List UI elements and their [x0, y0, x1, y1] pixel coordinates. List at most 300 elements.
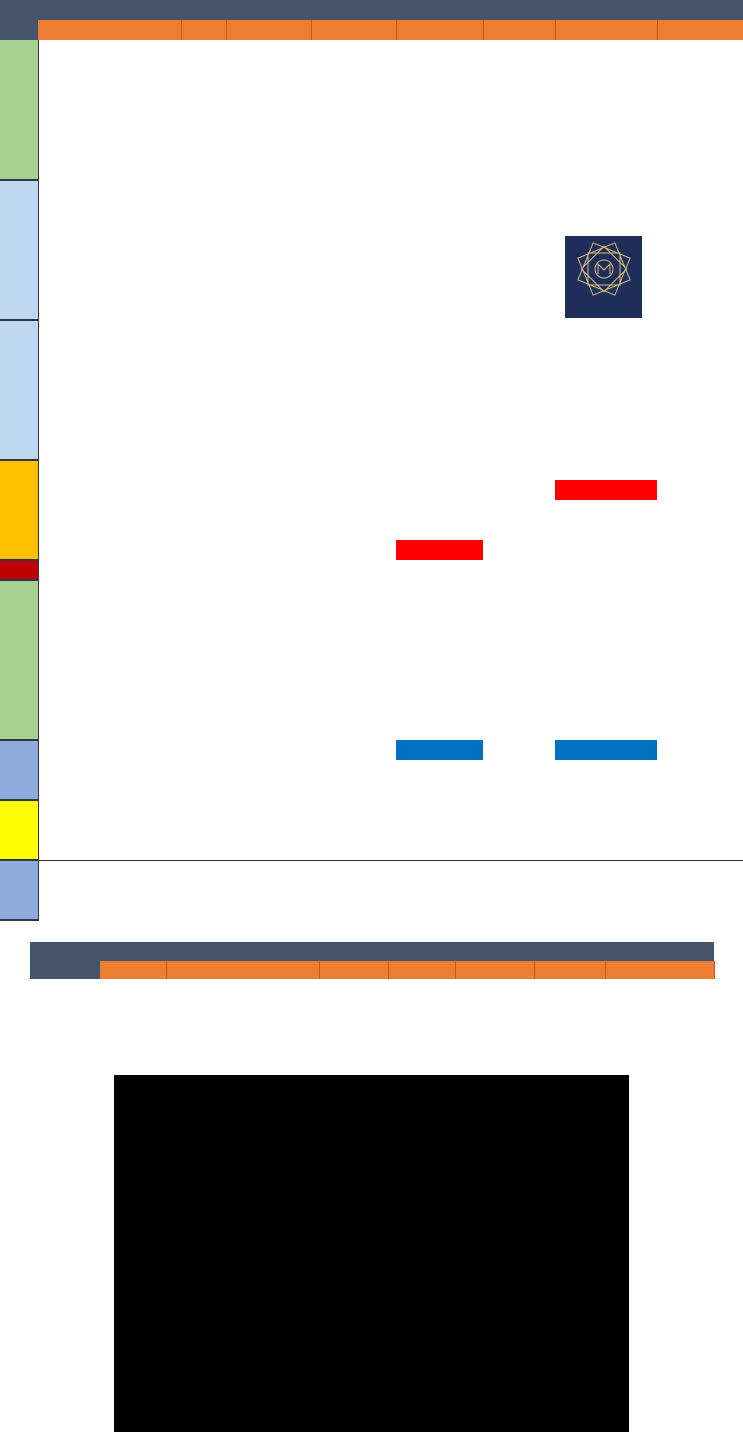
- futures-row: [0, 640, 743, 660]
- futures-row: [0, 780, 743, 800]
- ytd-pct: [483, 380, 555, 400]
- contract-name: [38, 60, 181, 80]
- ytd-gl: [555, 700, 657, 720]
- contract-name: [38, 800, 181, 820]
- futures-row: [0, 400, 743, 420]
- futures-row: [0, 320, 743, 340]
- symbol: [181, 40, 226, 60]
- last-price: [226, 800, 311, 820]
- ytd-pct: [483, 40, 555, 60]
- ye-2021: [657, 480, 743, 500]
- contract-name: [38, 620, 181, 640]
- last-price: [226, 400, 311, 420]
- contract-name: [38, 720, 181, 740]
- col-ye2021: [657, 20, 743, 40]
- contract-name: [38, 40, 181, 60]
- net-change: [311, 40, 396, 60]
- net-change: [311, 60, 396, 80]
- net-change: [311, 720, 396, 740]
- ytd-gl: [555, 360, 657, 380]
- date-value: [311, 0, 483, 20]
- contract-name: [38, 160, 181, 180]
- last-price: [226, 120, 311, 140]
- symbol: [181, 140, 226, 160]
- daily-mv: [396, 120, 483, 140]
- daily-mv: [396, 180, 483, 200]
- futures-row: [0, 40, 743, 60]
- last-price: [226, 680, 311, 700]
- daily-mv: [396, 280, 483, 300]
- contract-name: [38, 420, 181, 440]
- daily-mv: [396, 380, 483, 400]
- net-change: [311, 840, 396, 860]
- last-price: [226, 560, 311, 580]
- last-price: [226, 660, 311, 680]
- net-change: [311, 160, 396, 180]
- contract-name: [38, 900, 181, 920]
- symbol: [181, 480, 226, 500]
- ye-2021: [657, 680, 743, 700]
- symbol: [181, 520, 226, 540]
- daily-mv: [396, 140, 483, 160]
- last-price: [226, 740, 311, 760]
- last-price: [226, 280, 311, 300]
- contract-name: [38, 540, 181, 560]
- last-price: [226, 900, 311, 920]
- ye-2021: [657, 580, 743, 600]
- ye-2021: [657, 860, 743, 880]
- ytd-pct: [483, 180, 555, 200]
- symbol: [181, 680, 226, 700]
- ye-2021: [657, 220, 743, 240]
- ytd-gl: [555, 120, 657, 140]
- last-price: [226, 880, 311, 900]
- col-ytd: [483, 20, 555, 40]
- futures-row: [0, 420, 743, 440]
- ye-2021: [657, 80, 743, 100]
- ye-2021: [657, 660, 743, 680]
- ytd-gl: [555, 160, 657, 180]
- ytd-gl: [555, 540, 657, 560]
- ye-2021: [657, 700, 743, 720]
- ccol-exch: [100, 961, 166, 979]
- ytd-pct: [483, 120, 555, 140]
- daily-mv: [396, 240, 483, 260]
- crypto-date: [534, 942, 714, 961]
- net-change: [311, 900, 396, 920]
- symbol: [181, 100, 226, 120]
- ye-2021: [657, 180, 743, 200]
- daily-mv: [396, 320, 483, 340]
- symbol: [181, 540, 226, 560]
- symbol: [181, 400, 226, 420]
- last-price: [226, 360, 311, 380]
- futures-row: [0, 720, 743, 740]
- ye-2021: [657, 880, 743, 900]
- contract-name: [38, 280, 181, 300]
- futures-row: [0, 480, 743, 500]
- ytd-pct: [483, 200, 555, 220]
- ytd-gl: [555, 760, 657, 780]
- net-change: [311, 200, 396, 220]
- ye-2021: [657, 780, 743, 800]
- daily-mv: [396, 700, 483, 720]
- last-price: [226, 520, 311, 540]
- contract-name: [38, 840, 181, 860]
- net-change: [311, 600, 396, 620]
- last-price: [226, 440, 311, 460]
- ye-2021: [657, 640, 743, 660]
- ytd-pct: [483, 480, 555, 500]
- symbol: [181, 380, 226, 400]
- net-change: [311, 580, 396, 600]
- ytd-pct: [483, 420, 555, 440]
- daily-mv: [396, 540, 483, 560]
- symbol: [181, 260, 226, 280]
- ytd-gl: [555, 800, 657, 820]
- ytd-gl: [555, 820, 657, 840]
- symbol: [181, 720, 226, 740]
- futures-row: [0, 180, 743, 200]
- daily-mv: [396, 840, 483, 860]
- last-price: [226, 840, 311, 860]
- ccol-ye2021: [605, 961, 714, 979]
- daily-mv: [396, 760, 483, 780]
- ytd-pct: [483, 700, 555, 720]
- contract-name: [38, 380, 181, 400]
- ye-2021: [657, 100, 743, 120]
- last-price: [226, 860, 311, 880]
- last-price: [226, 500, 311, 520]
- symbol: [181, 340, 226, 360]
- category-energy: [0, 740, 38, 800]
- ccol-sym: [319, 961, 388, 979]
- last-price: [226, 780, 311, 800]
- net-change: [311, 360, 396, 380]
- last-price: [226, 140, 311, 160]
- crypto-title: [100, 942, 388, 961]
- ye-2021: [657, 280, 743, 300]
- last-price: [226, 700, 311, 720]
- crypto-title-row: [30, 942, 714, 961]
- net-change: [311, 860, 396, 880]
- ye-2021: [657, 440, 743, 460]
- ye-2021: [657, 60, 743, 80]
- daily-mv: [396, 680, 483, 700]
- daily-mv: [396, 340, 483, 360]
- ytd-pct: [483, 800, 555, 820]
- futures-row: [0, 540, 743, 560]
- daily-mv: [396, 420, 483, 440]
- daily-mv: [396, 460, 483, 480]
- daily-mv: [396, 480, 483, 500]
- ytd-gl: [555, 420, 657, 440]
- category-currencies: [0, 580, 38, 740]
- contract-name: [38, 760, 181, 780]
- ytd-pct: [483, 340, 555, 360]
- ccol-settle: [388, 961, 455, 979]
- futures-row: [0, 440, 743, 460]
- net-change: [311, 300, 396, 320]
- net-change: [311, 680, 396, 700]
- symbol: [181, 860, 226, 880]
- last-price: [226, 40, 311, 60]
- col-last: [226, 20, 311, 40]
- ye-2021: [657, 420, 743, 440]
- net-change: [311, 100, 396, 120]
- ytd-gl: [555, 200, 657, 220]
- futures-row: [0, 60, 743, 80]
- futures-title-row: [0, 0, 743, 20]
- contract-name: [38, 100, 181, 120]
- ye-2021: [657, 260, 743, 280]
- futures-row: [0, 160, 743, 180]
- category-equity-indexes: [0, 460, 38, 560]
- ytd-gl: [555, 560, 657, 580]
- net-change: [311, 460, 396, 480]
- logo-mark-icon: [574, 239, 634, 299]
- net-change: [311, 640, 396, 660]
- futures-row: [0, 120, 743, 140]
- ytd-pct: [483, 300, 555, 320]
- ye-2021: [657, 560, 743, 580]
- symbol: [181, 220, 226, 240]
- col-ytd-gl: [555, 20, 657, 40]
- ccol-ytd: [534, 961, 605, 979]
- ytd-pct: [483, 680, 555, 700]
- futures-row: [0, 600, 743, 620]
- daily-mv: [396, 860, 483, 880]
- ye-2021: [657, 320, 743, 340]
- symbol: [181, 780, 226, 800]
- contract-name: [38, 140, 181, 160]
- daily-mv: [396, 600, 483, 620]
- ytd-gl: [555, 780, 657, 800]
- ccol-netcng: [455, 961, 534, 979]
- ytd-pct: [483, 80, 555, 100]
- daily-mv: [396, 580, 483, 600]
- contract-name: [38, 340, 181, 360]
- magnelibra-logo: [565, 236, 642, 318]
- symbol: [181, 280, 226, 300]
- futures-row: [0, 460, 743, 480]
- ytd-gl: [555, 340, 657, 360]
- ytd-pct: [483, 560, 555, 580]
- futures-row: [0, 200, 743, 220]
- ytd-pct: [483, 540, 555, 560]
- last-price: [226, 60, 311, 80]
- ytd-gl: [555, 480, 657, 500]
- ytd-pct: [483, 660, 555, 680]
- last-price: [226, 600, 311, 620]
- ytd-pct: [483, 280, 555, 300]
- futures-row: [0, 500, 743, 520]
- ytd-gl: [555, 900, 657, 920]
- net-change: [311, 500, 396, 520]
- category-vix: [0, 560, 38, 580]
- treasury-curve-chart: [114, 1075, 629, 1432]
- last-price: [226, 820, 311, 840]
- ytd-pct: [483, 440, 555, 460]
- ye-2021: [657, 740, 743, 760]
- daily-mv: [396, 400, 483, 420]
- symbol: [181, 500, 226, 520]
- contract-name: [38, 200, 181, 220]
- symbol: [181, 240, 226, 260]
- daily-mv: [396, 60, 483, 80]
- daily-mv: [396, 220, 483, 240]
- net-change: [311, 400, 396, 420]
- ytd-gl: [555, 860, 657, 880]
- contract-name: [38, 360, 181, 380]
- daily-mv: [396, 500, 483, 520]
- ytd-gl: [555, 680, 657, 700]
- last-price: [226, 260, 311, 280]
- ye-2021: [657, 400, 743, 420]
- ye-2021: [657, 540, 743, 560]
- ytd-pct: [483, 760, 555, 780]
- symbol: [181, 620, 226, 640]
- last-price: [226, 240, 311, 260]
- futures-row: [0, 700, 743, 720]
- chart-svg: [114, 1075, 629, 1432]
- net-change: [311, 560, 396, 580]
- net-change: [311, 520, 396, 540]
- symbol: [181, 840, 226, 860]
- daily-mv: [396, 40, 483, 60]
- futures-row: [0, 140, 743, 160]
- last-price: [226, 320, 311, 340]
- ytd-pct: [483, 880, 555, 900]
- category-metals: [0, 800, 38, 860]
- ye-2021: [657, 800, 743, 820]
- symbol: [181, 300, 226, 320]
- ytd-pct: [483, 580, 555, 600]
- daily-mv: [396, 800, 483, 820]
- futures-row: [0, 840, 743, 860]
- ytd-pct: [483, 60, 555, 80]
- ytd-gl: [555, 500, 657, 520]
- net-change: [311, 220, 396, 240]
- ye-2021: [657, 620, 743, 640]
- ye-2021: [657, 820, 743, 840]
- ytd-pct: [483, 780, 555, 800]
- contract-name: [38, 880, 181, 900]
- symbol: [181, 800, 226, 820]
- last-price: [226, 420, 311, 440]
- net-change: [311, 740, 396, 760]
- contract-name: [38, 600, 181, 620]
- ytd-pct: [483, 140, 555, 160]
- last-price: [226, 640, 311, 660]
- daily-mv: [396, 880, 483, 900]
- ytd-gl: [555, 100, 657, 120]
- daily-mv: [396, 520, 483, 540]
- ytd-pct: [483, 720, 555, 740]
- ccol-contract: [166, 961, 319, 979]
- ye-2021: [657, 240, 743, 260]
- ytd-gl: [555, 880, 657, 900]
- ytd-gl: [555, 720, 657, 740]
- contract-name: [38, 740, 181, 760]
- ytd-gl: [555, 580, 657, 600]
- net-change: [311, 140, 396, 160]
- symbol: [181, 900, 226, 920]
- futures-row: [0, 820, 743, 840]
- ytd-pct: [483, 100, 555, 120]
- daily-mv: [396, 780, 483, 800]
- contract-name: [38, 320, 181, 340]
- last-price: [226, 620, 311, 640]
- net-change: [311, 540, 396, 560]
- category-yield-curves: [0, 320, 38, 460]
- futures-row: [0, 380, 743, 400]
- symbol: [181, 80, 226, 100]
- futures-row: [0, 80, 743, 100]
- last-price: [226, 340, 311, 360]
- contract-name: [38, 820, 181, 840]
- ye-2021: [657, 340, 743, 360]
- futures-row: [0, 340, 743, 360]
- ytd-pct: [483, 220, 555, 240]
- ye-2021: [657, 40, 743, 60]
- futures-title: [38, 0, 226, 20]
- contract-name: [38, 660, 181, 680]
- net-change: [311, 660, 396, 680]
- symbol: [181, 200, 226, 220]
- col-contract: [38, 20, 181, 40]
- ytd-pct: [483, 600, 555, 620]
- symbol: [181, 600, 226, 620]
- contract-name: [38, 480, 181, 500]
- last-price: [226, 100, 311, 120]
- futures-row: [0, 520, 743, 540]
- ytd-pct: [483, 860, 555, 880]
- ytd-pct: [483, 900, 555, 920]
- ytd-pct: [483, 820, 555, 840]
- net-change: [311, 420, 396, 440]
- crypto-date-label: [388, 942, 534, 961]
- daily-mv: [396, 100, 483, 120]
- net-change: [311, 80, 396, 100]
- symbol: [181, 440, 226, 460]
- symbol: [181, 740, 226, 760]
- ytd-pct: [483, 240, 555, 260]
- symbol: [181, 700, 226, 720]
- last-price: [226, 540, 311, 560]
- futures-row: [0, 360, 743, 380]
- daily-mv: [396, 660, 483, 680]
- net-change: [311, 700, 396, 720]
- futures-header-row: [0, 20, 743, 40]
- ytd-pct: [483, 520, 555, 540]
- net-change: [311, 340, 396, 360]
- contract-name: [38, 680, 181, 700]
- daily-mv: [396, 300, 483, 320]
- symbol: [181, 420, 226, 440]
- ytd-gl: [555, 840, 657, 860]
- contract-name: [38, 400, 181, 420]
- daily-mv: [396, 360, 483, 380]
- futures-row: [0, 800, 743, 820]
- net-change: [311, 780, 396, 800]
- ye-2021: [657, 120, 743, 140]
- ytd-gl: [555, 740, 657, 760]
- col-chg: [311, 20, 396, 40]
- net-change: [311, 120, 396, 140]
- ytd-gl: [555, 380, 657, 400]
- net-change: [311, 320, 396, 340]
